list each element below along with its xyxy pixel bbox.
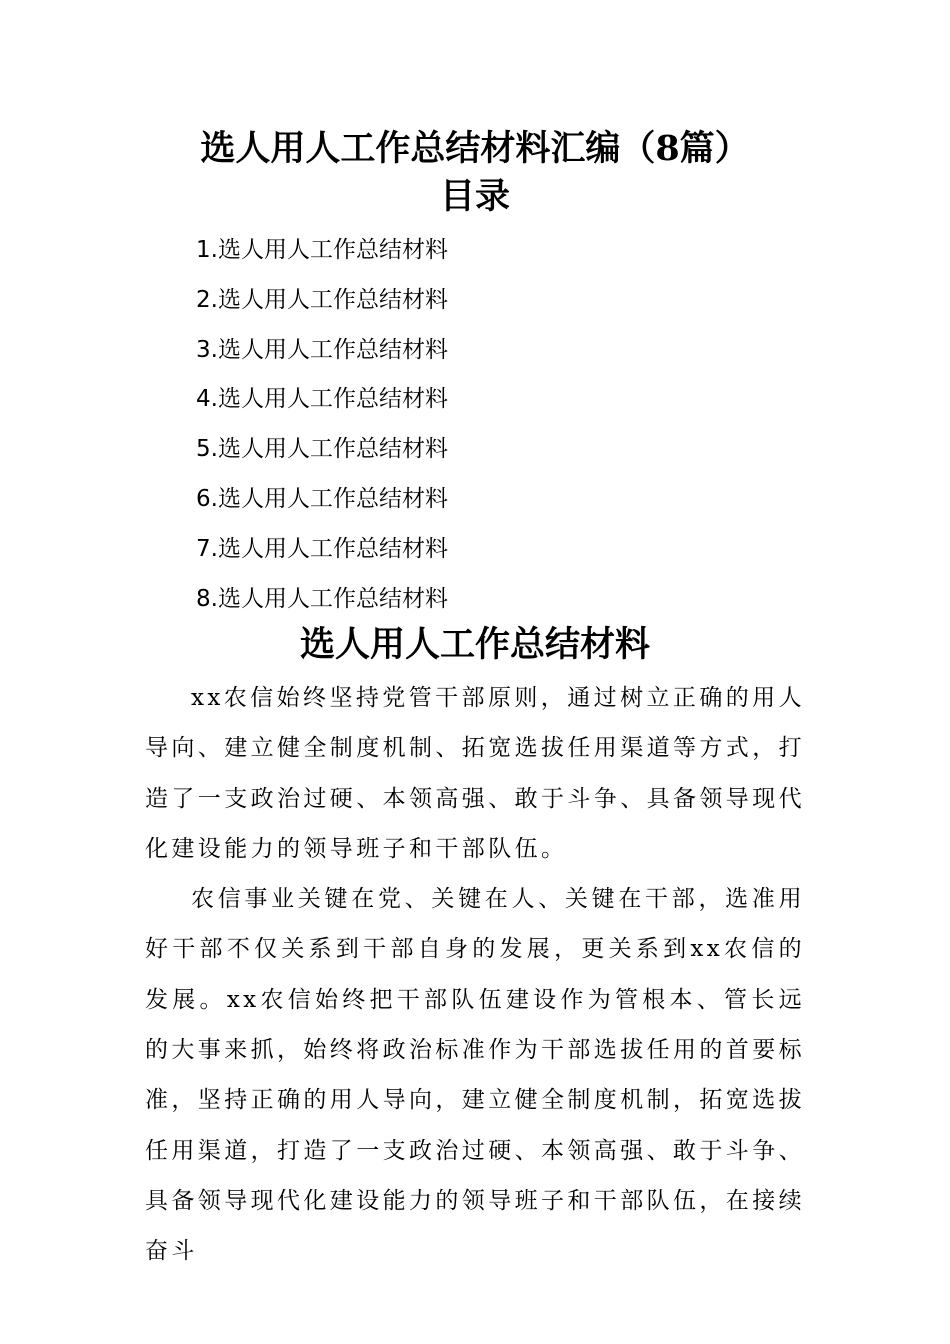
toc-item[interactable]: 8.选人用人工作总结材料	[196, 585, 448, 612]
toc-heading: 目录	[439, 176, 510, 217]
paragraph: xx农信始终坚持党管干部原则，通过树立正确的用人导向、建立健全制度机制、拓宽选拔任用渠道等方式，打造了一支政治过硬、本领高强、敢于斗争、具备领导现代化建设能力的领导班子和干部队伍。	[145, 685, 805, 862]
body-text	[145, 673, 805, 1277]
toc-item[interactable]: 6.选人用人工作总结材料	[196, 485, 448, 512]
toc-item[interactable]: 7.选人用人工作总结材料	[196, 535, 448, 562]
table-of-contents	[196, 226, 448, 624]
section-title: 选人用人工作总结材料	[299, 624, 650, 665]
toc-item[interactable]: 1.选人用人工作总结材料	[196, 237, 448, 263]
toc-item[interactable]: 5.选人用人工作总结材料	[196, 436, 448, 463]
toc-item[interactable]: 3.选人用人工作总结材料	[196, 336, 448, 363]
toc-item[interactable]: 4.选人用人工作总结材料	[196, 386, 448, 413]
toc-item[interactable]: 2.选人用人工作总结材料	[196, 286, 448, 313]
document-title: 选人用人工作总结材料汇编（8篇）	[200, 128, 750, 169]
paragraph: 农信事业关键在党、关键在人、关键在干部，选准用好干部不仅关系到干部自身的发展，更关系到xx农信的发展。xx农信始终把干部队伍建设作为管根本、管长远的大事来抓，始终将政治标准作为干部选拔任用的首要标准，坚持正确的用人导向，建立健全制度机制，拓宽选拔任用渠道，打造了一支政治过硬、本领高强、敢于斗争、具备领导现代化建设能力的领导班子和干部队伍，在接续奋斗	[145, 886, 805, 1265]
